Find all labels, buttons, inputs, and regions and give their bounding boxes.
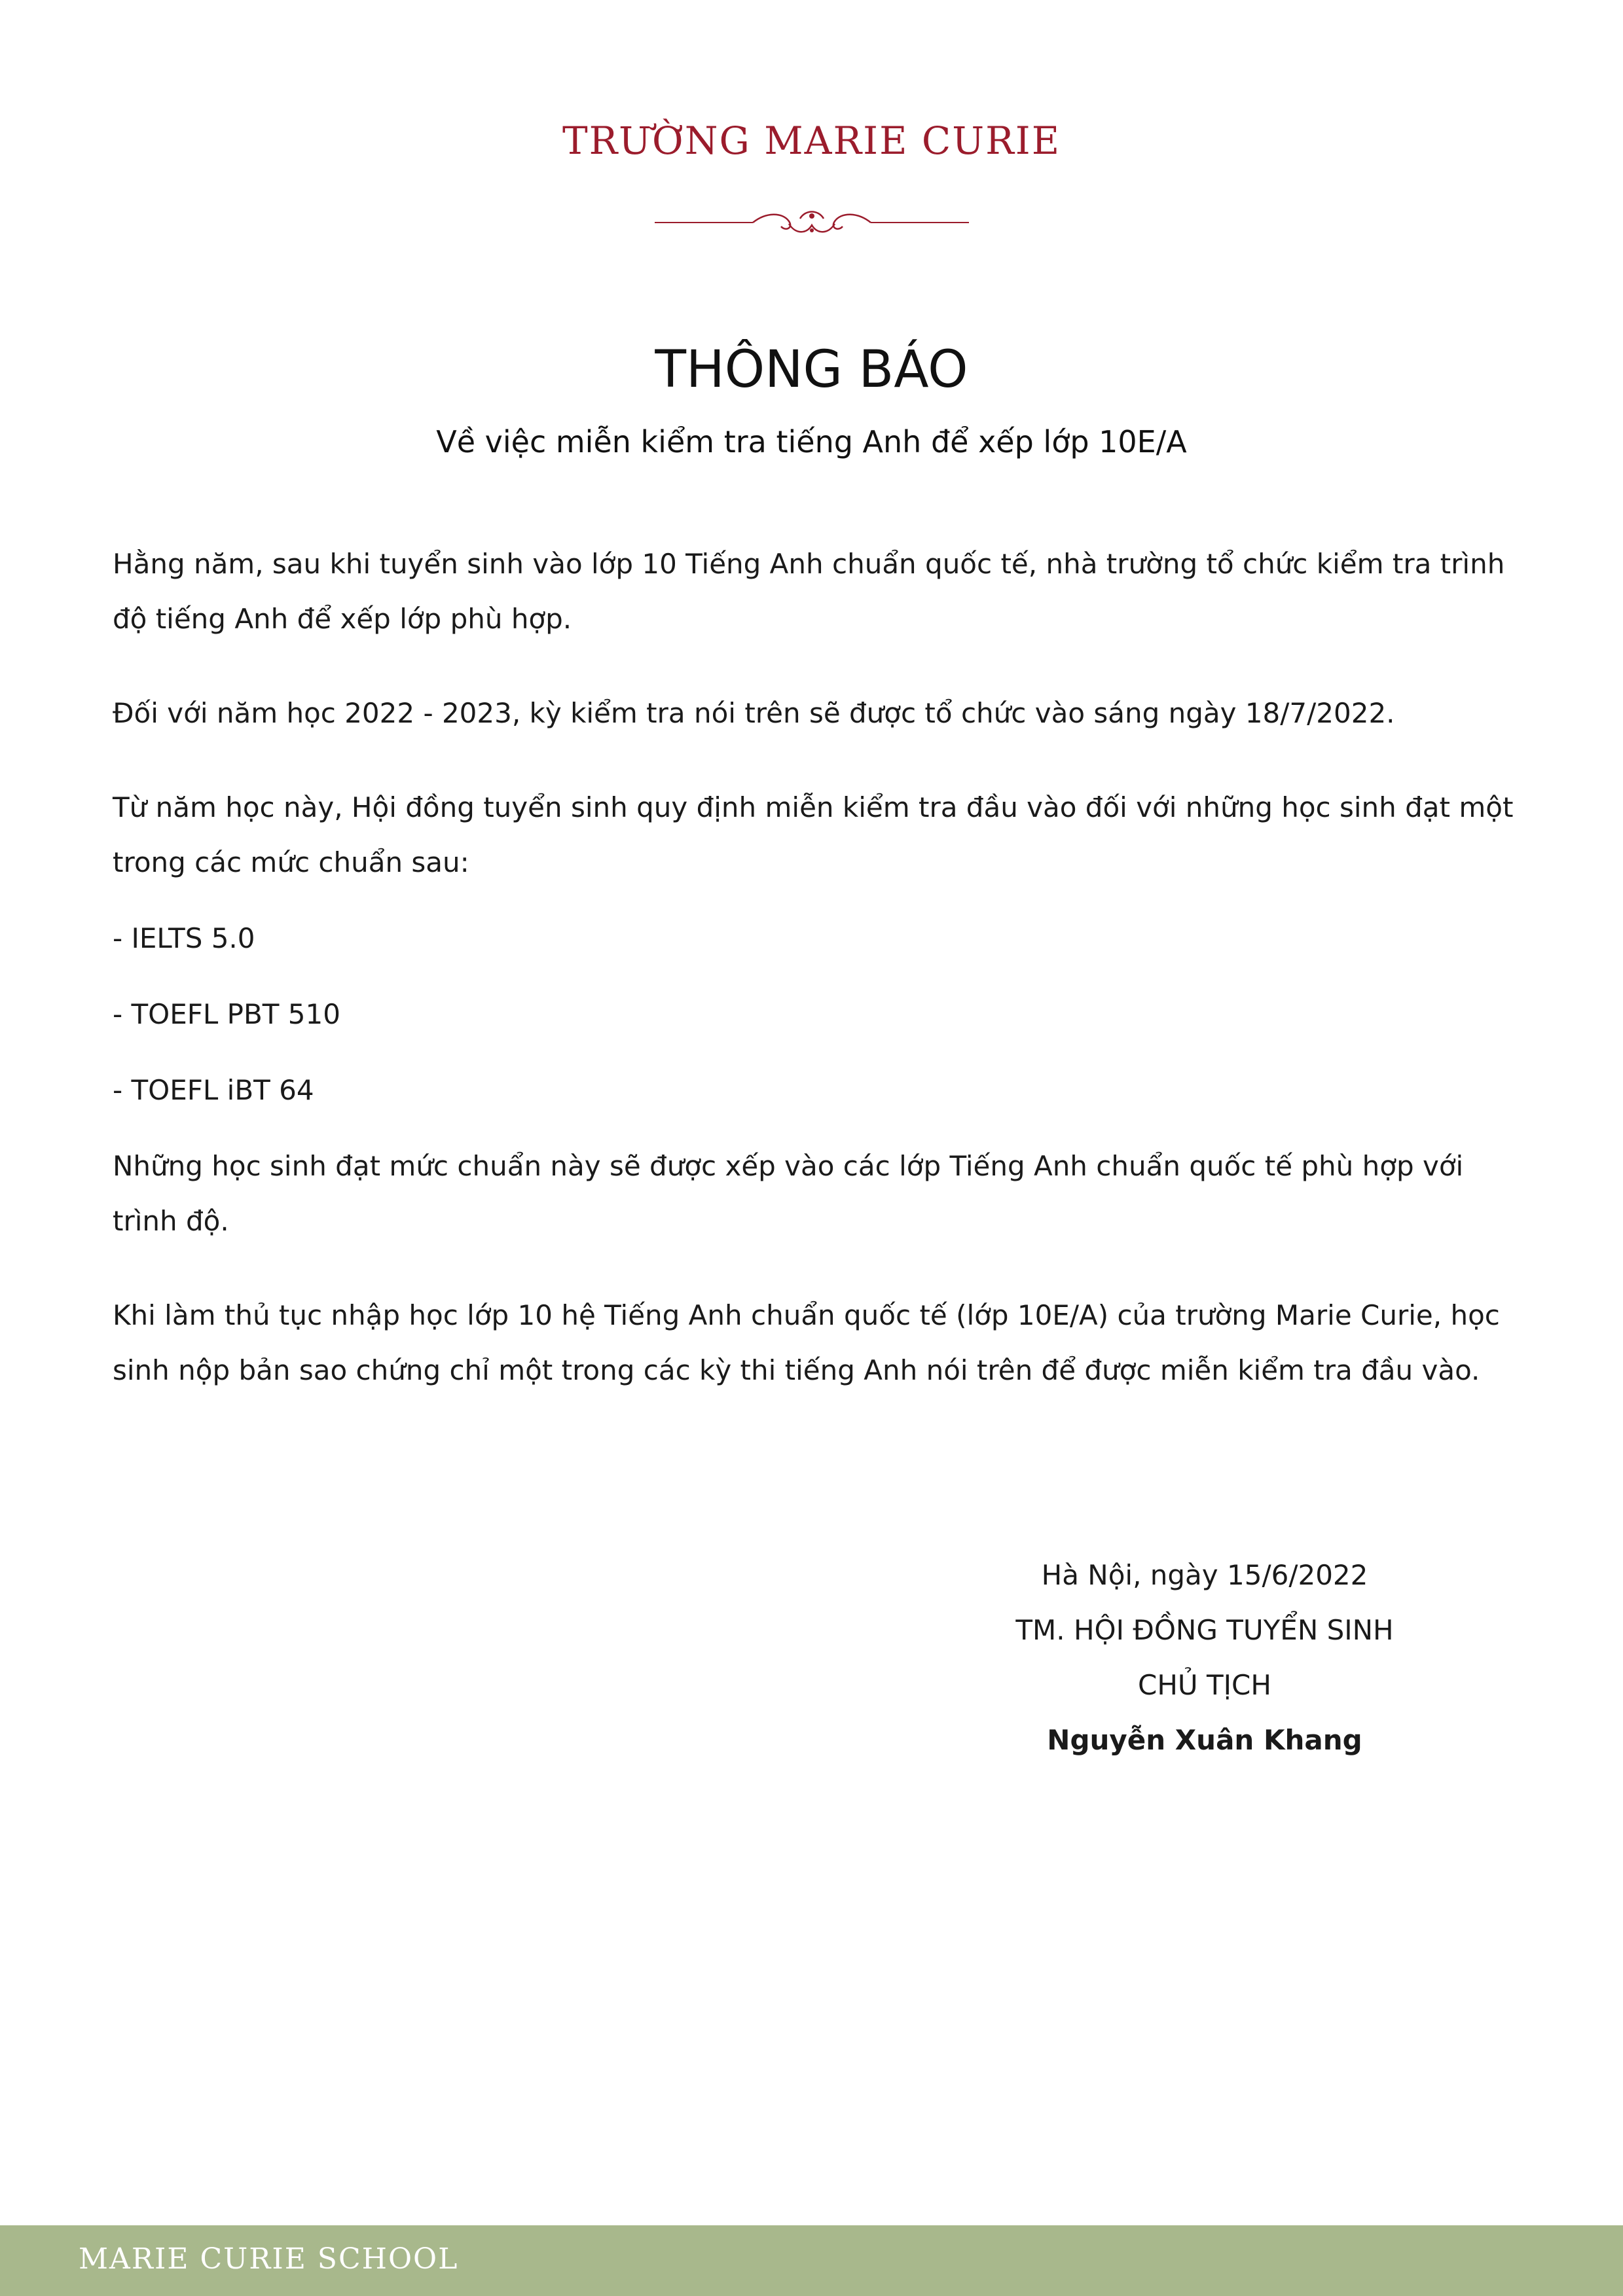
footer-school-name: MARIE CURIE SCHOOL <box>79 2242 459 2276</box>
paragraph-enrollment: Khi làm thủ tục nhập học lớp 10 hệ Tiếng Anh chuẩn quốc tế (lớp 10E/A) của trường Marie Curie, học sinh nộp bản sao chứng chỉ một trong các kỳ thi tiếng Anh nói trên để được miễn kiểm tra đầu vào. <box>113 1299 1500 1386</box>
paragraph-placement: Những học sinh đạt mức chuẩn này sẽ được xếp vào các lớp Tiếng Anh chuẩn quốc tế phù hợp với trình độ. <box>113 1150 1464 1237</box>
criteria-item-toefl-pbt: - TOEFL PBT 510 <box>113 998 340 1030</box>
footer-band <box>0 2225 1623 2296</box>
ornament-divider-icon <box>655 203 969 242</box>
notice-subtitle: Về việc miễn kiểm tra tiếng Anh để xếp lớp 10E/A <box>436 424 1187 459</box>
on-behalf-of: TM. HỘI ĐỒNG TUYỂN SINH <box>1015 1614 1394 1646</box>
criteria-item-toefl-ibt: - TOEFL iBT 64 <box>113 1074 314 1106</box>
letterhead <box>0 118 1623 164</box>
paragraph-exemption: Từ năm học này, Hội đồng tuyển sinh quy định miễn kiểm tra đầu vào đối với những học sinh đạt một trong các mức chuẩn sau: <box>113 791 1514 878</box>
paragraph-exam-date: Đối với năm học 2022 - 2023, kỳ kiểm tra nói trên sẽ được tổ chức vào sáng ngày 18/7/2022. <box>113 697 1395 729</box>
paragraph-intro: Hằng năm, sau khi tuyển sinh vào lớp 10 Tiếng Anh chuẩn quốc tế, nhà trường tổ chức kiểm tra trình độ tiếng Anh để xếp lớp phù hợp. <box>113 548 1505 635</box>
signer-name: Nguyễn Xuân Khang <box>1047 1724 1362 1756</box>
notice-title: THÔNG BÁO <box>655 340 968 399</box>
school-name: TRƯỜNG MARIE CURIE <box>562 118 1061 163</box>
criteria-item-ielts: - IELTS 5.0 <box>113 922 255 954</box>
signer-position: CHỦ TỊCH <box>1138 1669 1271 1701</box>
notice-body <box>113 537 1514 1398</box>
place-date: Hà Nội, ngày 15/6/2022 <box>1041 1559 1368 1591</box>
signature-block <box>943 1548 1467 1768</box>
